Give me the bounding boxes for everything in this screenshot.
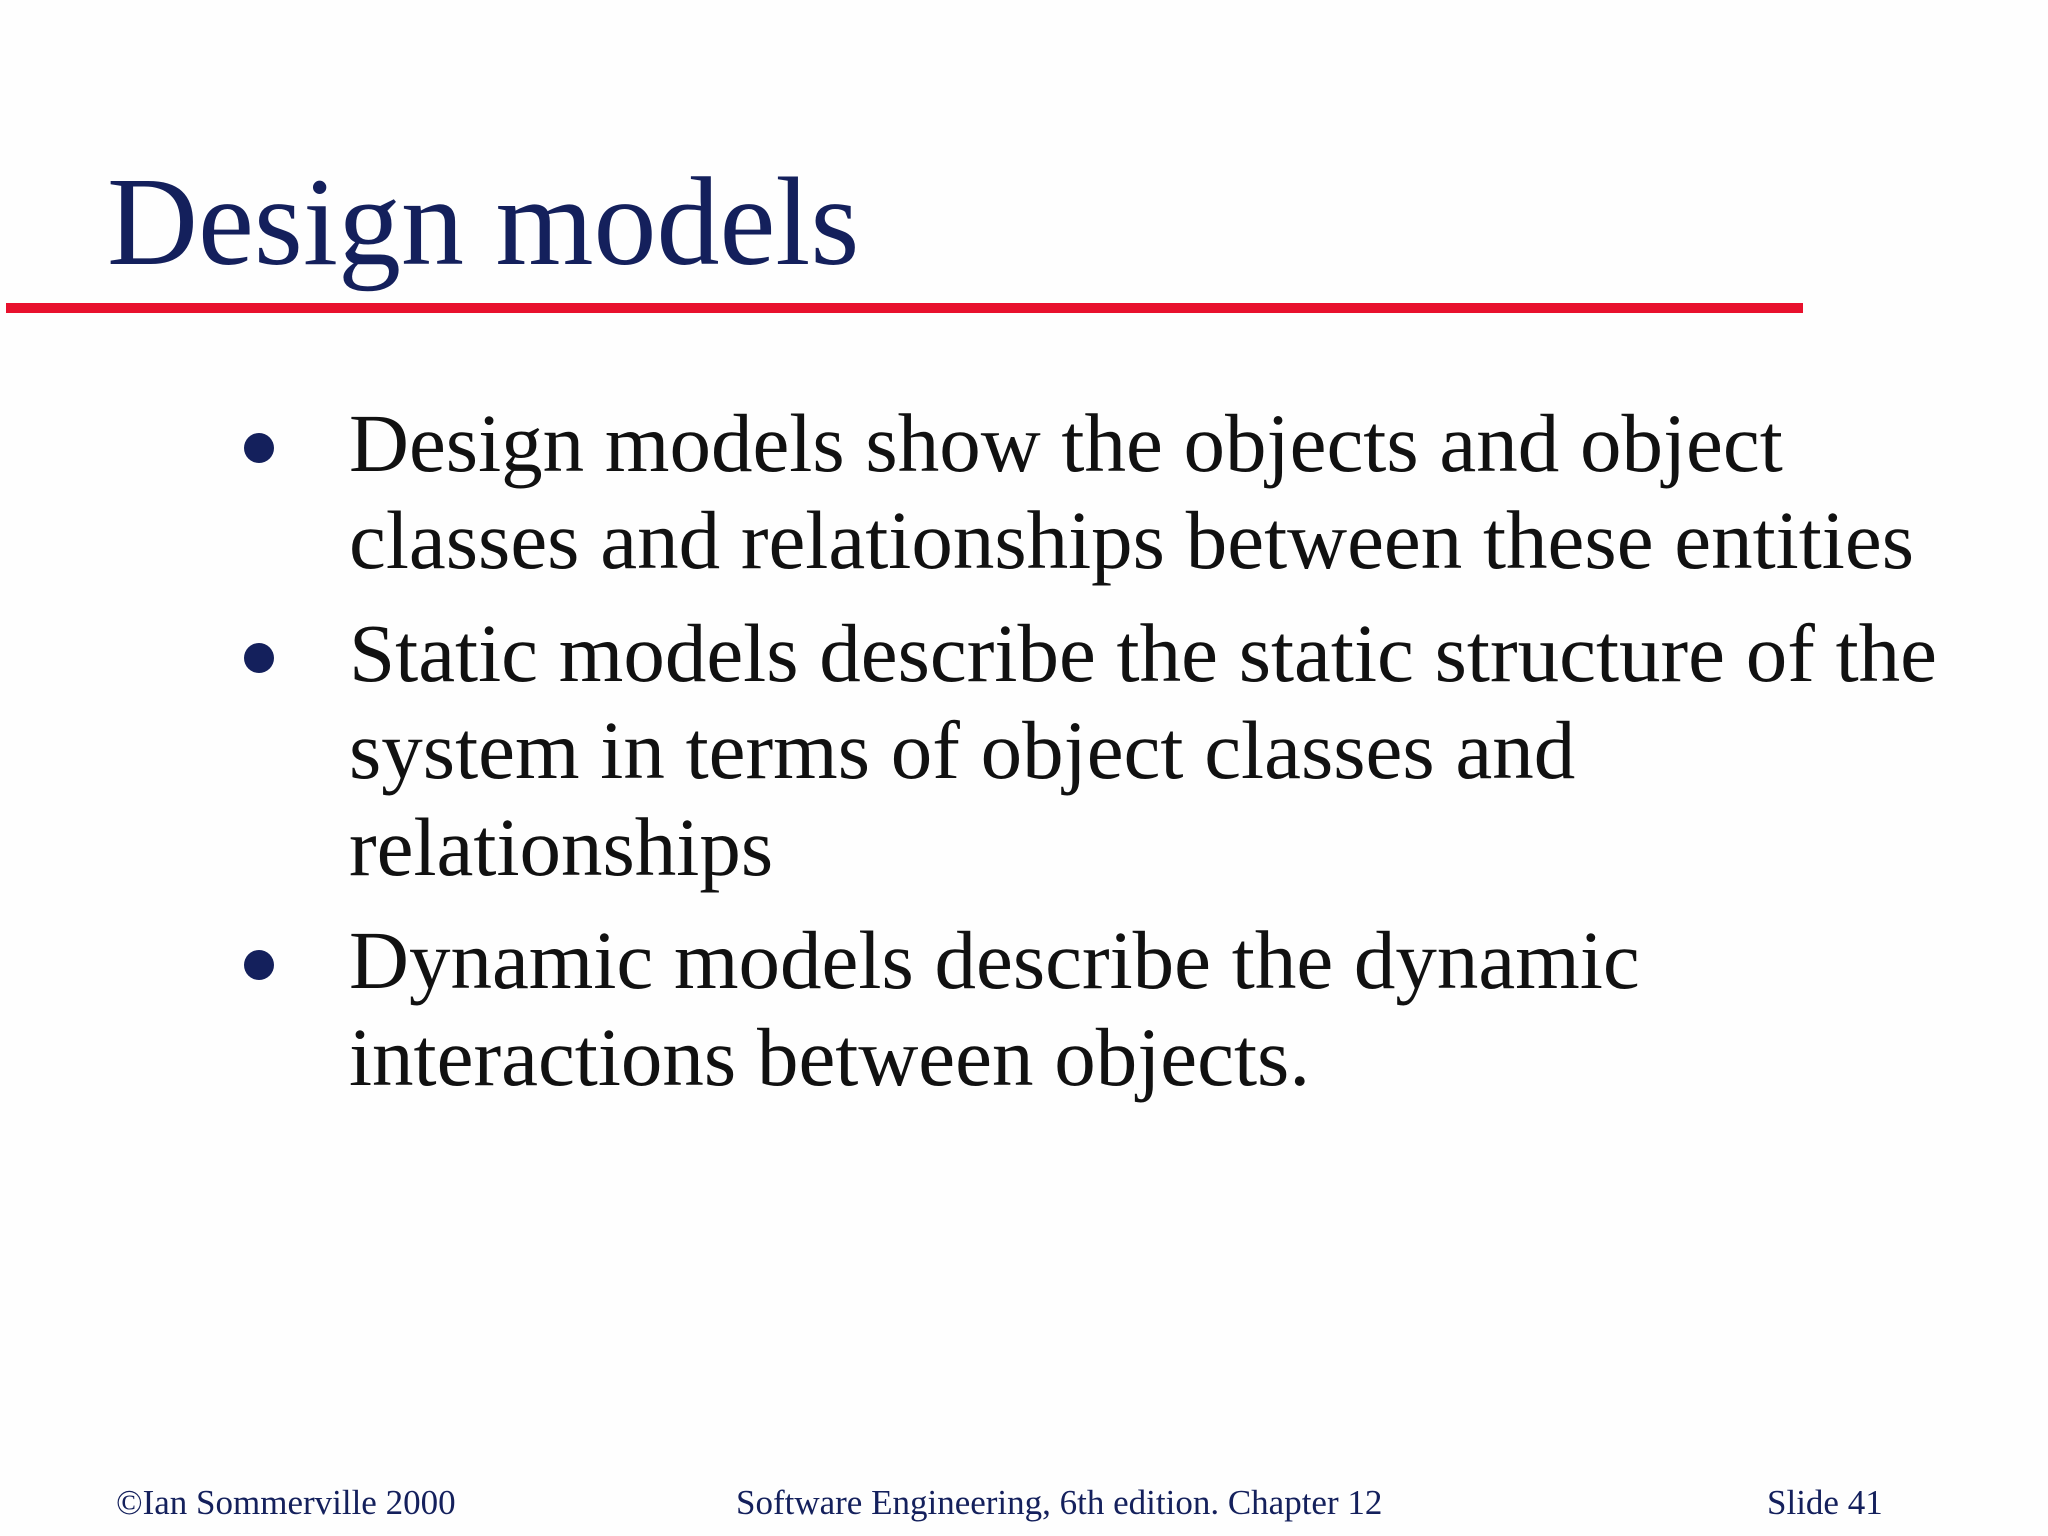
bullet-dot-icon: [244, 643, 274, 673]
bullet-text: Static models describe the static structure of the system in terms of object classes and relationships: [349, 607, 1938, 893]
footer-book-title: Software Engineering, 6th edition. Chapter 12: [736, 1483, 1383, 1522]
footer-slide-number: Slide 41: [1767, 1483, 1883, 1522]
slide-title: Design models: [107, 153, 860, 292]
bullet-item: [0, 912, 1969, 1106]
bullet-item: [0, 605, 1969, 896]
bullet-list: [0, 395, 1969, 1122]
bullet-dot-icon: [244, 433, 274, 463]
bullet-text: Dynamic models describe the dynamic interactions between objects.: [349, 914, 1640, 1103]
title-underline: [6, 303, 1803, 313]
bullet-item: [0, 395, 1969, 589]
bullet-dot-icon: [244, 950, 274, 980]
bullet-text: Design models show the objects and object classes and relationships between these entities: [349, 397, 1915, 586]
footer-copyright: ©Ian Sommerville 2000: [116, 1483, 456, 1522]
